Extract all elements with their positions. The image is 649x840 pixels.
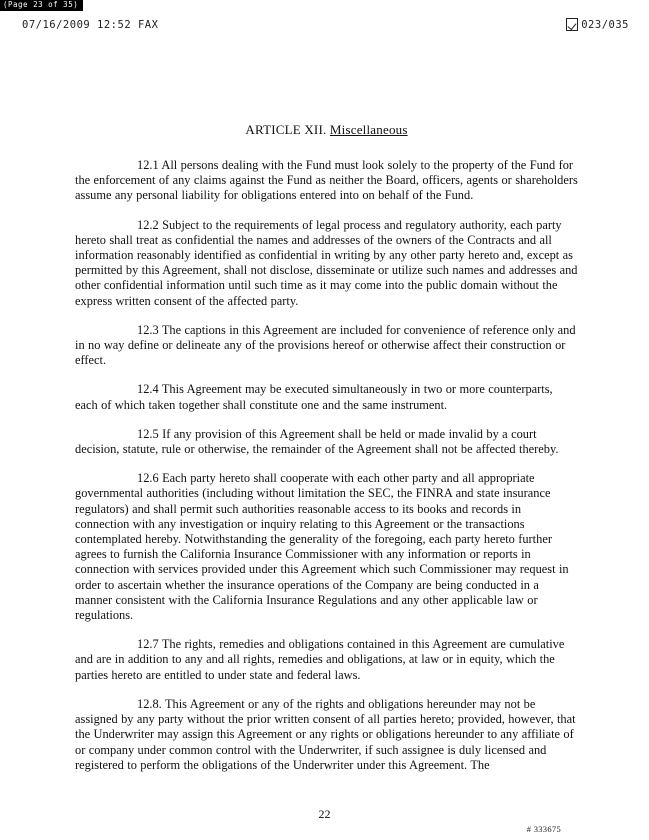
page-check-icon	[566, 18, 578, 31]
doc-paragraph-12-6: 12.6 Each party hereto shall cooperate with each other party and all appropriate governmental authorities (including without limitation the SEC, the FINRA and state insurance regulators) and shall permit such authorities reasonable access to its books and records in connection with any investigation or inquiry relating to this Agreement or the transactions contemplated hereby. Notwithstanding the generality of the foregoing, each party hereto further agrees to furnish the California Insurance Commissioner with any information or reports in connection with services provided under this Agreement which such Commissioner may request in order to ascertain whether the insurance operations of the Company are being conducted in a manner consistent with the California Insurance Regulations and any other applicable law or regulations.	[75, 471, 569, 623]
fax-counter: 023/035	[581, 18, 629, 31]
document-body	[75, 122, 578, 787]
article-heading-underlined: Miscellaneous	[329, 122, 408, 137]
doc-paragraph-12-3: 12.3 The captions in this Agreement are included for convenience of reference only and in no way define or delineate any of the provisions hereof or otherwise affect their construction or effect.	[75, 322, 576, 368]
doc-paragraph-12-1: 12.1 All persons dealing with the Fund must look solely to the property of the Fund for the enforcement of any claims against the Fund as neither the Board, officers, agents or shareholders assume any personal liability for obligations entered into on behalf of the Fund.	[75, 158, 578, 203]
fax-header	[0, 18, 649, 31]
doc-paragraph-12-5: 12.5 If any provision of this Agreement shall be held or made invalid by a court decision, statute, rule or otherwise, the remainder of the Agreement shall not be affected thereby.	[75, 426, 559, 457]
doc-paragraph-12-8: 12.8. This Agreement or any of the rights and obligations hereunder may not be assigned by any party without the prior written consent of all parties hereto; provided, however, that the Underwriter may assign this Agreement or any rights or obligations hereunder to any affiliate of or company under common control with the Underwriter, if such assignee is duly licensed and registered to perform the obligations of the Underwriter under this Agreement. The	[75, 696, 576, 772]
doc-paragraph-12-7: 12.7 The rights, remedies and obligations contained in this Agreement are cumulative and are in addition to any and all rights, remedies and obligations, at law or in equity, which the parties hereto are entitled to under state and federal laws.	[75, 637, 565, 682]
footer-page-number: 22	[318, 807, 331, 821]
fax-timestamp: 07/16/2009 12:52 FAX	[22, 18, 159, 31]
article-heading: ARTICLE XII.	[245, 122, 327, 137]
doc-paragraph-12-2: 12.2 Subject to the requirements of legal process and regulatory authority, each party hereto shall treat as confidential the names and addresses of the owners of the Contracts and all information reasonably identified as confidential in writing by any other party hereto and, except as permitted by this Agreement, shall not disclose, disseminate or utilize such names and addresses and other confidential information until such time as it may come into the public domain without the express written consent of the affected party.	[75, 217, 578, 308]
footer-reference: # 333675	[526, 824, 561, 834]
doc-paragraph-12-4: 12.4 This Agreement may be executed simultaneously in two or more counterparts, each of which taken together shall constitute one and the same instrument.	[75, 382, 553, 412]
fax-counter-group	[566, 18, 629, 31]
page-indicator-text: (Page 23 of 35)	[3, 0, 79, 9]
article-title	[75, 122, 578, 138]
page-indicator	[0, 0, 83, 11]
